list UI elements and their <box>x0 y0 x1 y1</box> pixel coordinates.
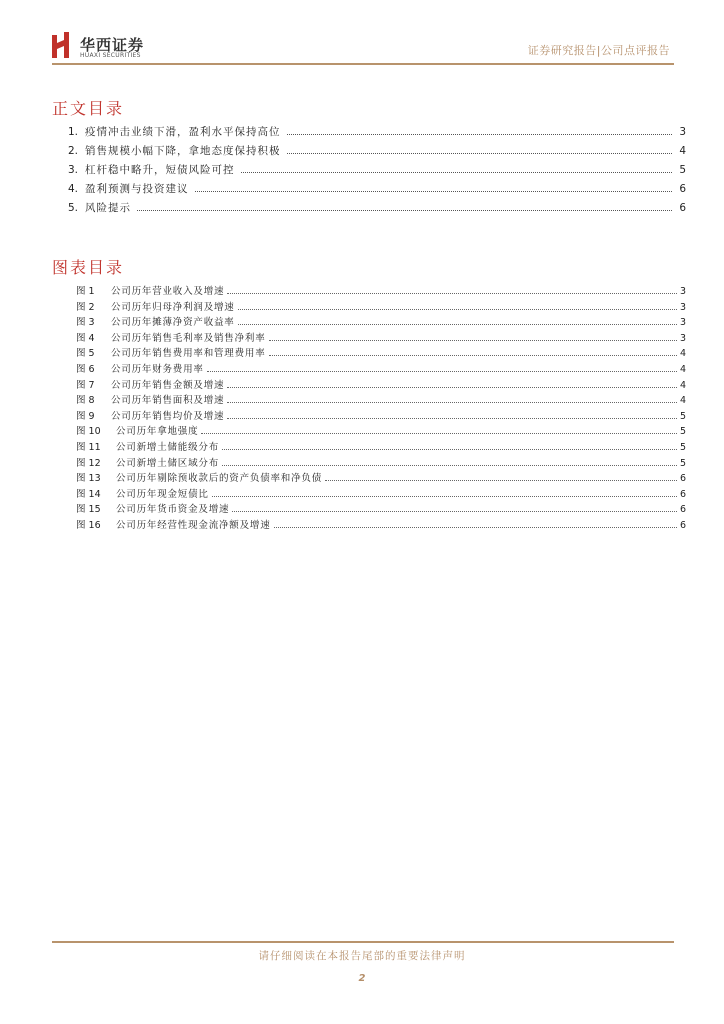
dot-leader <box>222 465 677 466</box>
figure-entry[interactable] <box>76 486 686 502</box>
figure-entry-title: 公司历年营业收入及增速 <box>111 286 225 297</box>
figure-entry-title: 公司新增土储区域分布 <box>116 457 220 469</box>
toc-entry[interactable] <box>68 162 686 181</box>
figure-entry-label: 图 2 <box>76 301 95 313</box>
huaxi-logo <box>52 32 172 62</box>
figure-entry-label: 图 13 <box>76 473 101 485</box>
dot-leader <box>201 433 677 434</box>
figure-entry-label: 图 5 <box>76 348 95 360</box>
dot-leader <box>241 172 673 173</box>
toc-entry-title: 销售规模小幅下降，拿地态度保持积极 <box>85 145 281 157</box>
dot-leader <box>238 309 677 310</box>
figure-entry-title: 公司历年销售毛利率及销售净利率 <box>111 332 266 344</box>
figure-entry-page: 6 <box>680 519 687 531</box>
figure-entry-title: 公司历年剔除预收款后的资产负债率和净负债 <box>116 473 323 485</box>
figure-entry-title: 公司历年财务费用率 <box>111 363 204 375</box>
figure-entry-page: 6 <box>680 504 687 516</box>
figure-entry-label: 图 11 <box>76 441 101 453</box>
figure-entry[interactable] <box>76 361 686 377</box>
figure-entry-title: 公司历年现金短债比 <box>116 488 209 500</box>
page-number: 2 <box>358 973 366 984</box>
toc-entry[interactable] <box>68 200 686 219</box>
dot-leader <box>227 387 677 388</box>
figure-entry[interactable] <box>76 299 686 315</box>
figure-entry[interactable] <box>76 314 686 330</box>
logo-chinese-name: 华西证券 <box>80 36 145 54</box>
figure-entry-title: 公司历年经营性现金流净额及增速 <box>116 519 271 531</box>
dot-leader <box>227 402 677 403</box>
dot-leader <box>195 191 673 192</box>
figure-entry-title: 公司历年归母净利润及增速 <box>111 301 235 313</box>
figure-entry-page: 6 <box>680 488 687 500</box>
toc-entry-page: 6 <box>679 183 686 195</box>
toc-entry-number: 5. <box>68 202 79 214</box>
legal-disclaimer: 请仔细阅读在本报告尾部的重要法律声明 <box>258 950 466 962</box>
dot-leader <box>274 527 677 528</box>
toc-entry-number: 4. <box>68 183 79 195</box>
toc-entry[interactable] <box>68 124 686 143</box>
dot-leader <box>212 496 677 497</box>
toc-entry-page: 3 <box>679 126 686 138</box>
dot-leader <box>287 153 673 154</box>
toc-title: 正文目录 <box>52 99 125 118</box>
figure-entry-label: 图 10 <box>76 426 101 438</box>
figure-entry-page: 5 <box>680 441 687 453</box>
figure-entry-page: 4 <box>680 379 687 391</box>
figure-entry-page: 6 <box>680 473 687 485</box>
dot-leader <box>269 355 677 356</box>
toc-entry-title: 风险提示 <box>85 202 131 214</box>
figures-title: 图表目录 <box>52 258 125 277</box>
figure-entry-label: 图 1 <box>76 286 95 297</box>
figure-entry-title: 公司历年摊薄净资产收益率 <box>111 317 235 329</box>
dot-leader <box>238 324 677 325</box>
toc-entry-page: 5 <box>679 164 686 176</box>
figure-entry[interactable] <box>76 345 686 361</box>
figure-entry[interactable] <box>76 439 686 455</box>
figure-entry-label: 图 12 <box>76 457 101 469</box>
logo-english-name: HUAXI SECURITIES <box>80 52 141 59</box>
figure-entry-page: 3 <box>680 317 687 329</box>
toc-entry-number: 2. <box>68 145 79 157</box>
figure-entry[interactable] <box>76 501 686 517</box>
figure-entry-title: 公司历年销售均价及增速 <box>111 410 225 422</box>
dot-leader <box>207 371 677 372</box>
figure-entry-label: 图 4 <box>76 332 95 344</box>
toc-entry[interactable] <box>68 181 686 200</box>
figure-entry-title: 公司历年销售面积及增速 <box>111 395 225 407</box>
figures-list <box>76 283 686 533</box>
toc-entry-number: 3. <box>68 164 79 176</box>
figure-entry-label: 图 9 <box>76 410 95 422</box>
dot-leader <box>137 210 672 211</box>
figure-entry-page: 5 <box>680 410 687 422</box>
figure-entry-page: 3 <box>680 332 687 344</box>
dot-leader <box>227 293 677 294</box>
figure-entry[interactable] <box>76 408 686 424</box>
figure-entry-title: 公司历年销售费用率和管理费用率 <box>111 348 266 360</box>
footer-divider <box>52 941 674 943</box>
figure-entry-title: 公司历年货币资金及增速 <box>116 504 230 516</box>
figure-entry[interactable] <box>76 392 686 408</box>
figure-entry-label: 图 6 <box>76 363 95 375</box>
toc-entry-title: 盈利预测与投资建议 <box>85 183 189 195</box>
dot-leader <box>325 480 677 481</box>
header-divider <box>52 63 674 65</box>
figure-entry-title: 公司历年拿地强度 <box>116 426 199 438</box>
figure-entry[interactable] <box>76 423 686 439</box>
dot-leader <box>287 134 673 135</box>
figure-entry-label: 图 3 <box>76 317 95 329</box>
figure-entry[interactable] <box>76 283 686 299</box>
figure-entry-title: 公司历年销售金额及增速 <box>111 379 225 391</box>
toc-entry[interactable] <box>68 143 686 162</box>
figure-entry[interactable] <box>76 455 686 471</box>
dot-leader <box>222 449 677 450</box>
figure-entry-title: 公司新增土储能级分布 <box>116 441 220 453</box>
figure-entry-label: 图 14 <box>76 488 101 500</box>
figure-entry-page: 4 <box>680 348 687 360</box>
figure-entry-label: 图 7 <box>76 379 95 391</box>
figure-entry-label: 图 16 <box>76 519 101 531</box>
toc-entry-page: 4 <box>679 145 686 157</box>
toc-entry-title: 疫情冲击业绩下滑，盈利水平保持高位 <box>85 126 281 138</box>
dot-leader <box>232 511 677 512</box>
figure-entry[interactable] <box>76 330 686 346</box>
figure-entry-label: 图 8 <box>76 395 95 407</box>
dot-leader <box>227 418 677 419</box>
dot-leader <box>269 340 677 341</box>
figure-entry-label: 图 15 <box>76 504 101 516</box>
toc-entry-title: 杠杆稳中略升，短债风险可控 <box>85 164 235 176</box>
toc-entry-number: 1. <box>68 126 79 138</box>
figure-entry-page: 5 <box>680 426 687 438</box>
figure-entry-page: 4 <box>680 363 687 375</box>
figure-entry-page: 4 <box>680 395 687 407</box>
figure-entry-page: 3 <box>680 286 687 297</box>
figure-entry[interactable] <box>76 470 686 486</box>
figure-entry-page: 5 <box>680 457 687 469</box>
figure-entry[interactable] <box>76 377 686 393</box>
report-type-label: 证券研究报告|公司点评报告 <box>527 44 670 57</box>
huaxi-logo-icon <box>52 32 70 58</box>
figure-entry[interactable] <box>76 517 686 533</box>
figure-entry-page: 3 <box>680 301 687 313</box>
toc-list <box>68 124 686 219</box>
toc-entry-page: 6 <box>679 202 686 214</box>
